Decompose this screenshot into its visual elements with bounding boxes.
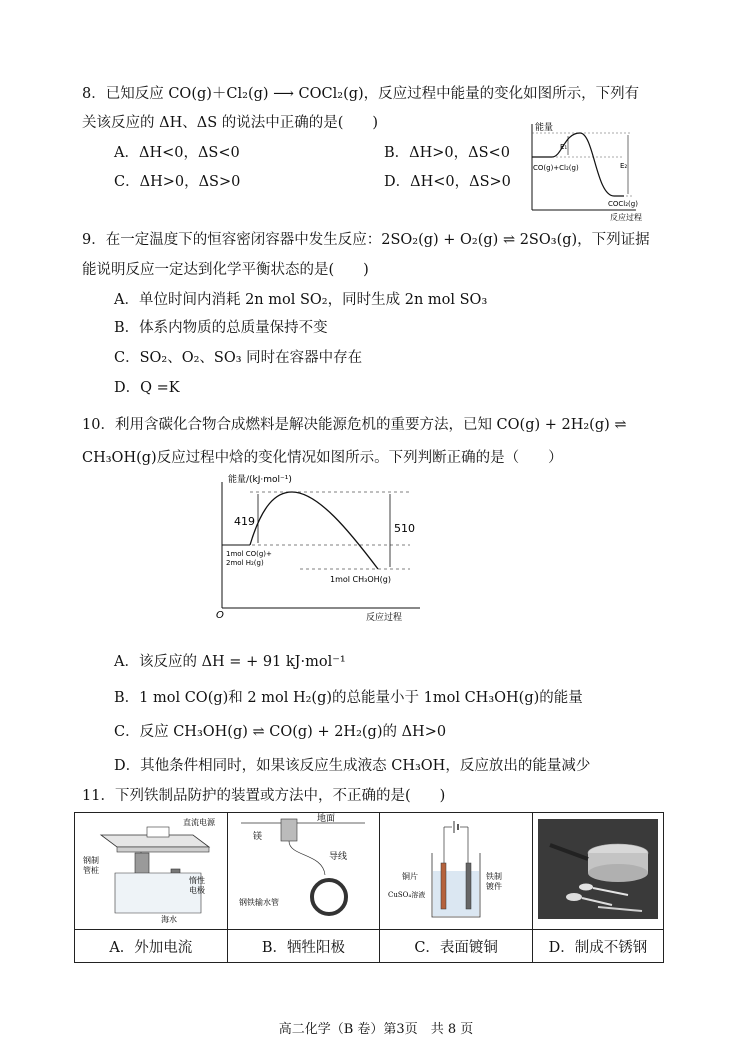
q8-stem-line1: 8．已知反应 CO(g)＋Cl₂(g) ⟶ COCl₂(g)，反应过程中能量的变化如图所示，下列有 — [82, 86, 640, 102]
q8-fig-xlabel: 反应过程 — [610, 213, 642, 222]
q11-figure-a — [81, 813, 221, 925]
q8-option-d: D．ΔH<0，ΔS>0 — [384, 174, 511, 190]
q10-fig-510: 510 — [394, 522, 415, 535]
q10-fig-419: 419 — [234, 515, 255, 528]
q10-option-a: A．该反应的 ΔH = + 91 kJ·mol⁻¹ — [114, 654, 346, 670]
q8-fig-reactant: CO(g)+Cl₂(g) — [533, 164, 579, 172]
q8-energy-diagram — [524, 116, 644, 224]
q11-figure-c-cell — [380, 813, 533, 930]
q10-option-c: C．反应 CH₃OH(g) ⇌ CO(g) + 2H₂(g)的 ΔH>0 — [114, 724, 447, 740]
q11-figure-c — [386, 813, 526, 925]
q11-figure-d-photo — [538, 819, 658, 919]
q10-fig-product: 1mol CH₃OH(g) — [330, 575, 391, 584]
q11-c-sol: CuSO₄溶液 — [388, 891, 426, 899]
q11-a-sea: 海水 — [160, 915, 177, 924]
q11-figure-a-cell — [75, 813, 228, 930]
q11-a-pile2: 管桩 — [82, 866, 99, 875]
q8-option-a: A．ΔH<0，ΔS<0 — [114, 145, 240, 161]
q11-a-inert2: 电极 — [188, 886, 205, 895]
q9-stem-line2: 能说明反应一定达到化学平衡状态的是( ) — [82, 262, 369, 278]
q11-label-c: C．表面镀铜 — [380, 930, 533, 963]
q11-stem: 11．下列铁制品防护的装置或方法中，不正确的是( ) — [82, 788, 446, 804]
q9-option-a: A．单位时间内消耗 2n mol SO₂，同时生成 2n mol SO₃ — [114, 292, 488, 308]
page-footer: 高二化学（B 卷）第3页 共 8 页 — [278, 1022, 474, 1037]
q11-a-inert1: 惰性 — [188, 876, 205, 885]
q11-c-fe1: 铁制 — [486, 872, 503, 881]
q11-choices-table — [74, 812, 664, 963]
q11-c-fe2: 镀件 — [486, 882, 503, 891]
q9-option-b: B．体系内物质的总质量保持不变 — [114, 320, 328, 336]
q11-label-b: B．牺牲阳极 — [227, 930, 380, 963]
q8-fig-e2: E₂ — [620, 162, 628, 170]
q9-option-d: D．Q =K — [114, 380, 180, 396]
q10-fig-reactant2: 2mol H₂(g) — [226, 559, 264, 567]
q11-b-mg: 镁 — [253, 832, 263, 842]
q8-fig-e1: E₁ — [560, 143, 568, 151]
q10-fig-xlabel: 反应过程 — [366, 613, 403, 623]
q11-figure-b-cell — [227, 813, 380, 930]
q11-figure-d-cell — [532, 813, 663, 930]
q11-b-ground: 地面 — [317, 814, 336, 824]
q10-option-d: D．其他条件相同时，如果该反应生成液态 CH₃OH，反应放出的能量减少 — [114, 758, 591, 774]
q11-b-wire: 导线 — [329, 852, 348, 862]
q10-fig-origin: O — [216, 610, 224, 621]
q10-option-b: B．1 mol CO(g)和 2 mol H₂(g)的总能量小于 1mol CH₃OH(g)的能量 — [114, 690, 583, 706]
q11-a-pile1: 钢制 — [82, 856, 99, 865]
q9-option-c: C．SO₂、O₂、SO₃ 同时在容器中存在 — [114, 350, 363, 366]
q11-label-a: A．外加电流 — [75, 930, 228, 963]
q8-stem-line2: 关该反应的 ΔH、ΔS 的说法中正确的是( ) — [82, 115, 379, 131]
q11-b-pipe: 钢铁输水管 — [239, 898, 280, 907]
q8-option-b: B．ΔH>0，ΔS<0 — [384, 145, 510, 161]
q11-figure-b — [233, 813, 373, 925]
q11-label-d: D．制成不锈钢 — [532, 930, 663, 963]
q8-option-c: C．ΔH>0，ΔS>0 — [114, 174, 241, 190]
q10-stem-line1: 10．利用含碳化合物合成燃料是解决能源危机的重要方法，已知 CO(g) + 2H₂(g) ⇌ — [82, 417, 627, 433]
q10-stem-line2: CH₃OH(g)反应过程中焓的变化情况如图所示。下列判断正确的是（ ） — [82, 450, 563, 466]
q10-fig-ylabel: 能量/(kJ·mol⁻¹) — [228, 475, 292, 485]
q11-a-power: 直流电源 — [182, 818, 215, 827]
q10-enthalpy-diagram — [210, 470, 430, 626]
q11-c-cu: 铜片 — [402, 872, 419, 881]
q10-fig-reactant1: 1mol CO(g)+ — [226, 550, 272, 558]
q8-fig-product: COCl₂(g) — [608, 200, 638, 208]
q9-stem-line1: 9．在一定温度下的恒容密闭容器中发生反应：2SO₂(g) + O₂(g) ⇌ 2SO₃(g)，下列证据 — [82, 232, 650, 248]
q8-fig-ylabel: 能量 — [535, 123, 554, 133]
